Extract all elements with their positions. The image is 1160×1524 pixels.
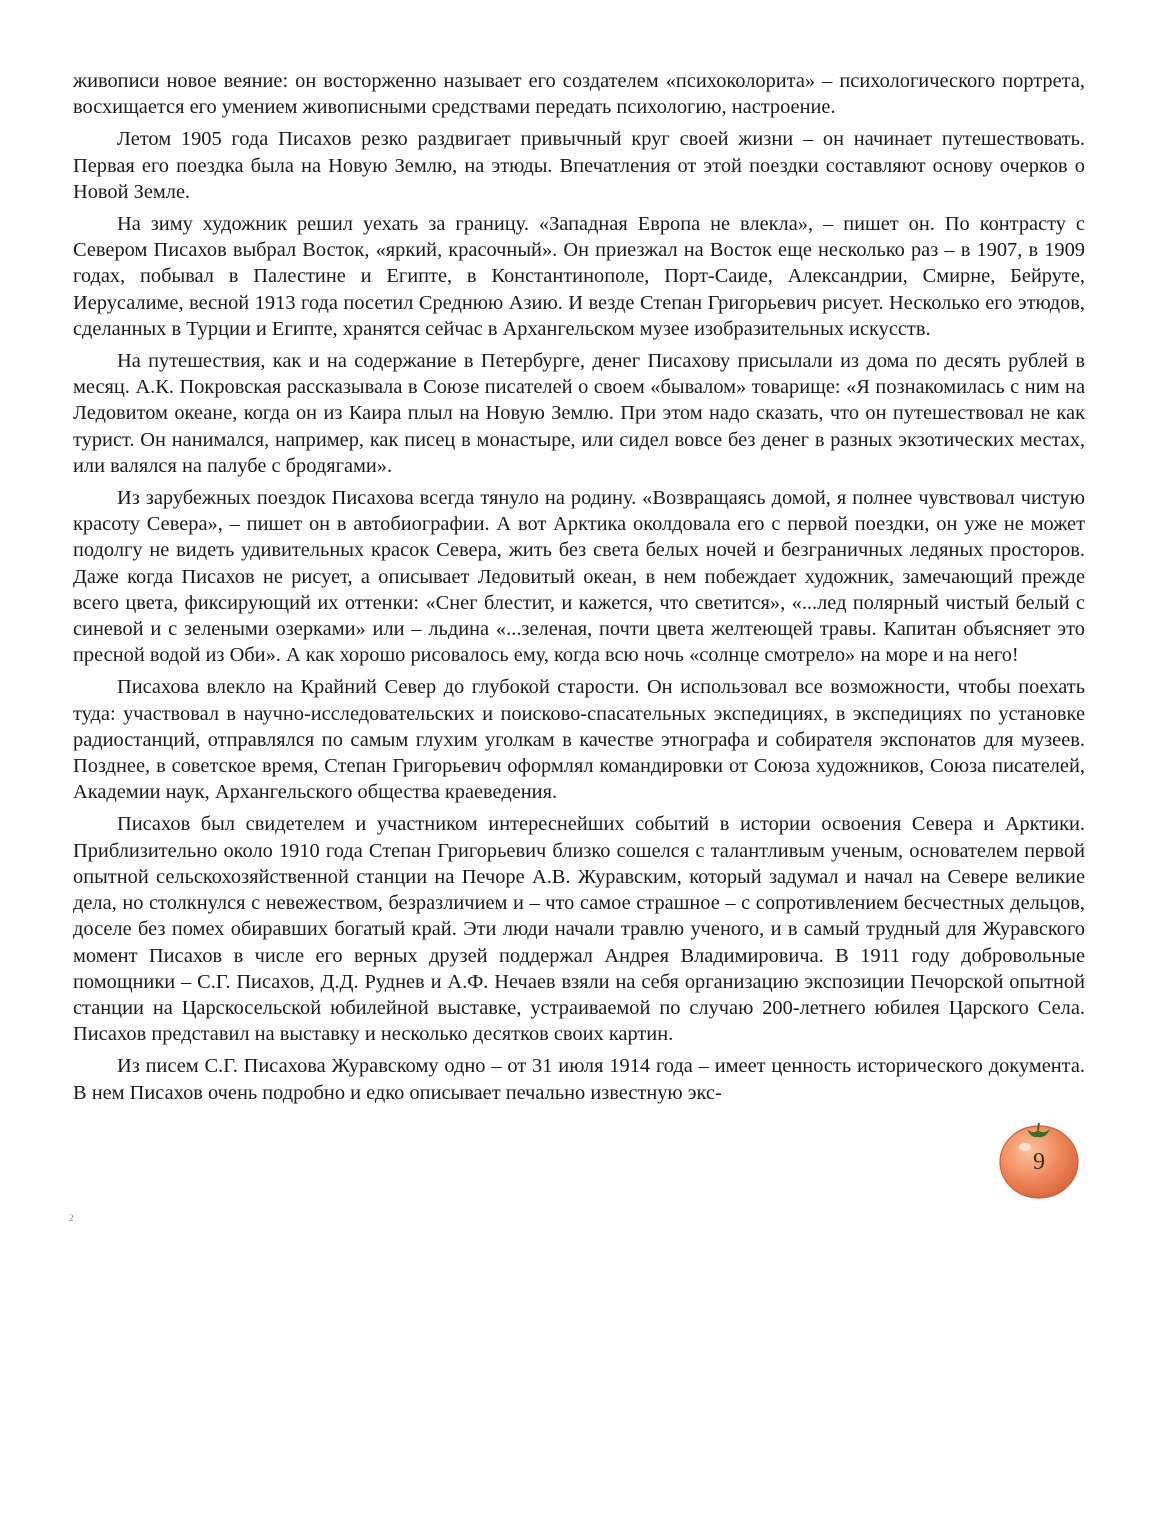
paragraph: Писахов был свидетелем и участником интереснейших событий в истории освоения Севера и Арктики. Приблизительно около 1910 года Степан Григорьевич близко сошелся с талантливым ученым, основателем первой опытной сельскохозяйственной станции на Печоре А.В. Журавским, который задумал и начал на Севере великие дела, но столкнулся с невежеством, безразличием и – что самое страшное – с сопротивлением бесчестных дельцов, доселе без помех обиравших богатый край. Эти люди начали травлю ученого, и в самый трудный для Журавского момент Писахов в числе его верных друзей поддержал Андрея Владимировича. В 1911 году добровольные помощники – С.Г. Писахов, Д.Д. Руднев и А.Ф. Нечаев взяли на себя организацию экспозиции Печорской опытной станции на Царскосельской юбилейной выставке, устраиваемой по случаю 200-летнего юбилея Царского Села. Писахов представил на выставку и несколько десятков своих картин. [73, 813, 1085, 1046]
margin-mark: 2 [69, 1213, 74, 1223]
paragraph: Писахова влекло на Крайний Север до глубокой старости. Он использовал все возможности, чтобы поехать туда: участвовал в научно-исследовательских и поисково-спасательных экспедициях, в экспедициях по установке радиостанций, отправлялся по самым глухим уголкам в качестве этнографа и собирателя экспонатов для музеев. Позднее, в советское время, Степан Григорьевич оформлял командировки от Союза художников, Союза писателей, Академии наук, Архангельского общества краеведения. [73, 676, 1085, 804]
page-body [73, 68, 1085, 1112]
paragraph: Из зарубежных поездок Писахова всегда тянуло на родину. «Возвращаясь домой, я полнее чувствовал чистую красоту Севера», – пишет он в автобиографии. А вот Арктика околдовала его с первой поездки, он уже не может подолгу не видеть удивительных красок Севера, жить без света белых ночей и безграничных ледяных просторов. Даже когда Писахов не рисует, а описывает Ледовитый океан, в нем побеждает художник, замечающий прежде всего цвета, фиксирующий их оттенки: «Снег блестит, и кажется, что светится», «...лед полярный чистый белый с синевой и с зелеными озерками» или – льдина «...зеленая, почти цвета желтеющей травы. Капитан объясняет это пресной водой из Оби». А как хорошо рисовалось ему, когда всю ночь «солнце смотрело» на море и на него! [73, 487, 1085, 667]
paragraph: Летом 1905 года Писахов резко раздвигает привычный круг своей жизни – он начинает путешествовать. Первая его поездка была на Новую Землю, на этюды. Впечатления от этой поездки составляют основу очерков о Новой Земле. [73, 128, 1085, 203]
paragraph: живописи новое веяние: он восторженно называет его создателем «психоколорита» – психологического портрета, восхищается его умением живописными средствами передать психологию, настроение. [73, 70, 1085, 119]
paragraph: На зиму художник решил уехать за границу. «Западная Европа не влекла», – пишет он. По контрасту с Севером Писахов выбрал Восток, «яркий, красочный». Он приезжал на Восток еще несколько раз – в 1907, в 1909 годах, побывал в Палестине и Египте, в Константинополе, Порт-Саиде, Александрии, Смирне, Бейруте, Иерусалиме, весной 1913 года посетил Среднюю Азию. И везде Степан Григорьевич рисует. Несколько его этюдов, сделанных в Турции и Египте, хранятся сейчас в Архангельском музее изобразительных искусств. [73, 213, 1085, 340]
paragraph: На путешествия, как и на содержание в Петербурге, денег Писахову присылали из дома по десять рублей в месяц. А.К. Покровская рассказывала в Союзе писателей о своем «бывалом» товарище: «Я познакомилась с ним на Ледовитом океане, когда он из Каира плыл на Новую Землю. При этом надо сказать, что он путешествовал не как турист. Он нанимался, например, как писец в монастыре, или сидел вовсе без денег в разных экзотических местах, или валялся на палубе с бродягами». [73, 350, 1085, 477]
paragraph: Из писем С.Г. Писахова Журавскому одно – от 31 июля 1914 года – имеет ценность исторического документа. В нем Писахов очень подробно и едко описывает печально известную экс- [73, 1055, 1085, 1104]
page-number: 9 [1033, 1148, 1045, 1175]
page-number-badge [997, 1117, 1081, 1201]
